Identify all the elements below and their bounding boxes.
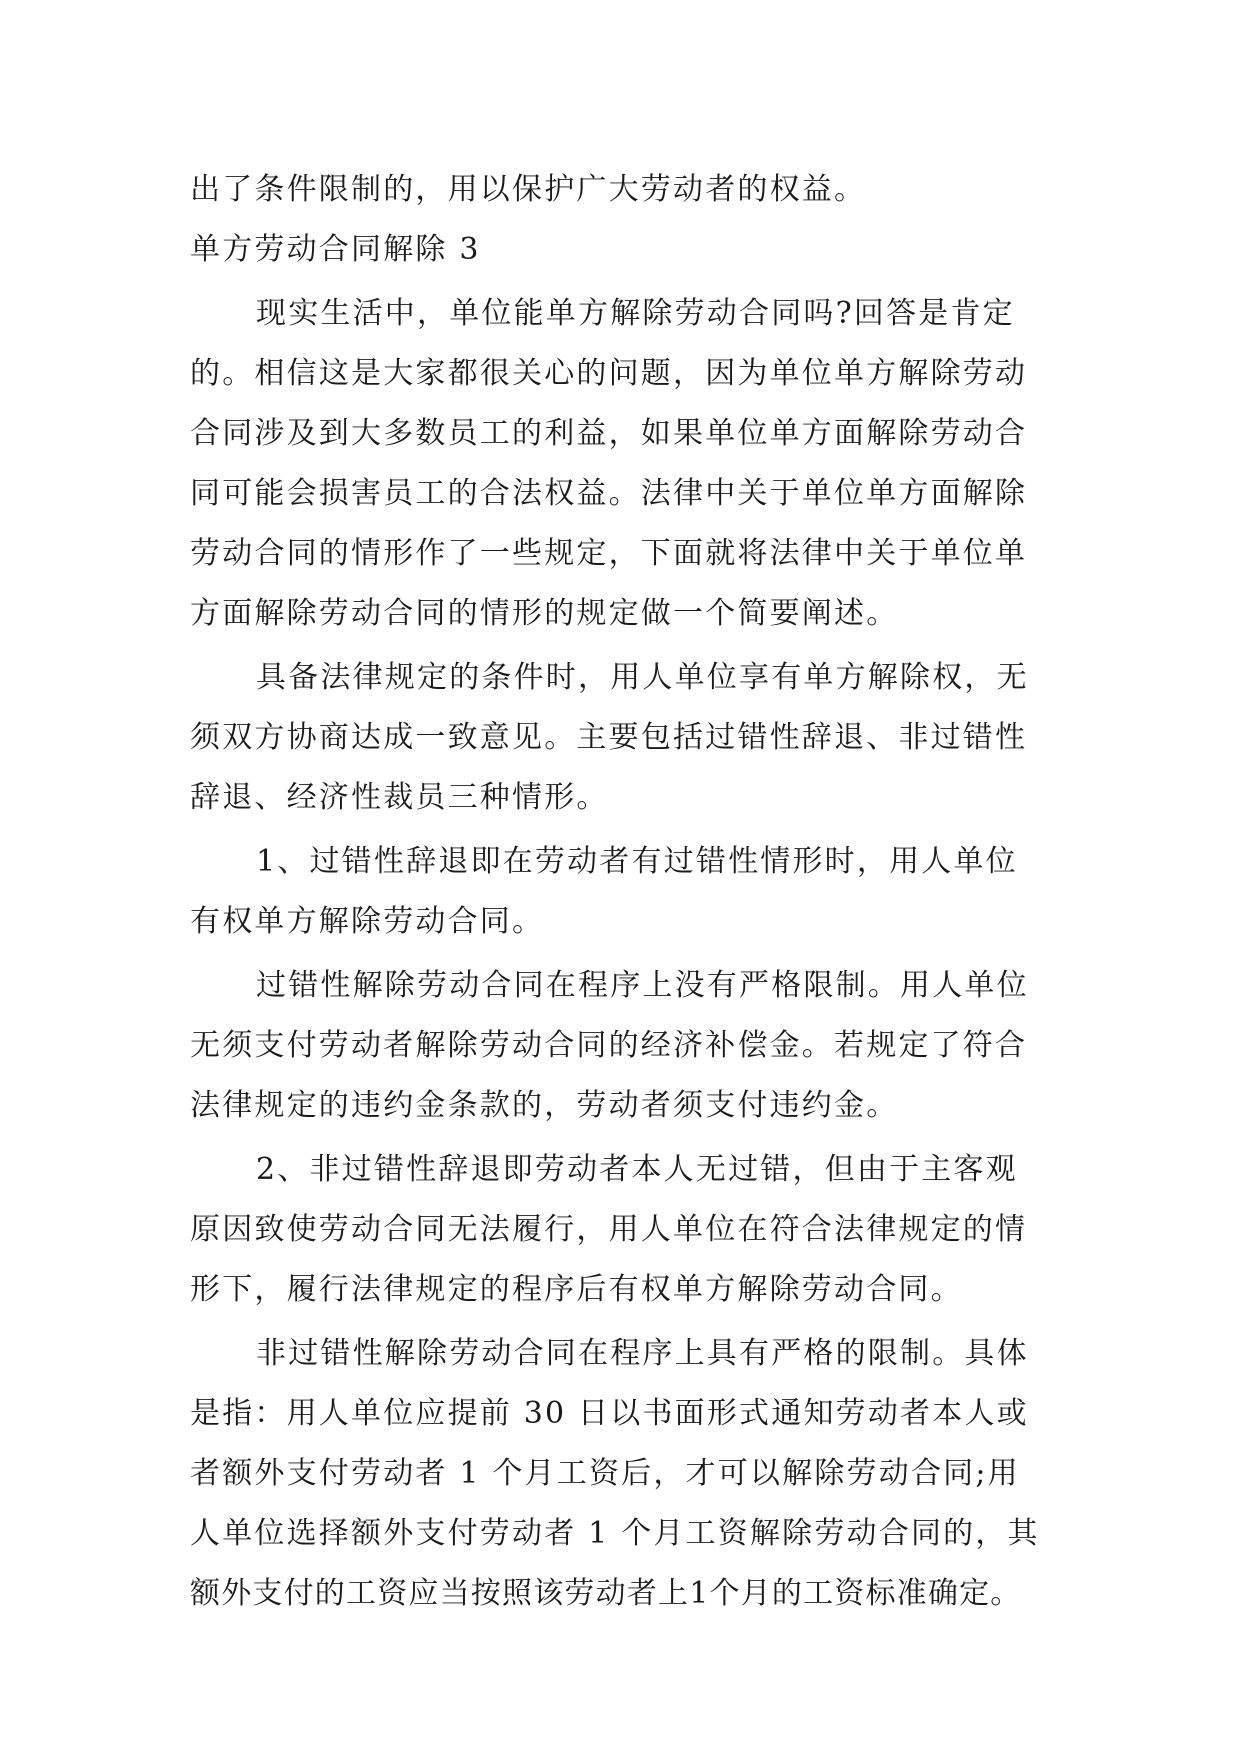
- text-line: 出了条件限制的，用以保护广大劳动者的权益。: [190, 172, 867, 207]
- paragraph-line: 方面解除劳动合同的情形的规定做一个简要阐述。: [190, 596, 899, 631]
- section-heading: 单方劳动合同解除 3: [190, 232, 481, 267]
- paragraph-line: 须双方协商达成一致意见。主要包括过错性辞退、非过错性: [190, 720, 1028, 755]
- paragraph-line: 的。相信这是大家都很关心的问题，因为单位单方解除劳动: [190, 356, 1028, 391]
- paragraph-line: 1、过错性辞退即在劳动者有过错性情形时，用人单位: [256, 844, 1018, 879]
- paragraph-line: 有权单方解除劳动合同。: [190, 904, 545, 939]
- paragraph-line: 是指：用人单位应提前 30 日以书面形式通知劳动者本人或: [190, 1396, 1029, 1431]
- paragraph-line: 2、非过错性辞退即劳动者本人无过错，但由于主客观: [256, 1152, 1018, 1187]
- paragraph-line: 合同涉及到大多数员工的利益，如果单位单方面解除劳动合: [190, 416, 1028, 451]
- paragraph-line: 法律规定的违约金条款的，劳动者须支付违约金。: [190, 1088, 899, 1123]
- paragraph-line: 同可能会损害员工的合法权益。法律中关于单位单方面解除: [190, 476, 1028, 511]
- paragraph-line: 者额外支付劳动者 1 个月工资后，才可以解除劳动合同;用: [190, 1456, 1020, 1491]
- document-body: [190, 160, 1060, 1624]
- paragraph-line: 额外支付的工资应当按照该劳动者上1个月的工资标准确定。: [190, 1576, 1022, 1611]
- paragraph-line: 无须支付劳动者解除劳动合同的经济补偿金。若规定了符合: [190, 1028, 1028, 1063]
- paragraph-line: 人单位选择额外支付劳动者 1 个月工资解除劳动合同的，其: [190, 1516, 1040, 1551]
- paragraph-line: 辞退、经济性裁员三种情形。: [190, 780, 609, 815]
- paragraph-line: 现实生活中，单位能单方解除劳动合同吗?回答是肯定: [256, 296, 1015, 331]
- paragraph-line: 非过错性解除劳动合同在程序上具有严格的限制。具体: [256, 1336, 1029, 1371]
- paragraph-line: 劳动合同的情形作了一些规定，下面就将法律中关于单位单: [190, 536, 1028, 571]
- paragraph-line: 原因致使劳动合同无法履行，用人单位在符合法律规定的情: [190, 1212, 1028, 1247]
- paragraph-line: 具备法律规定的条件时，用人单位享有单方解除权，无: [256, 660, 1029, 695]
- paragraph-line: 过错性解除劳动合同在程序上没有严格限制。用人单位: [256, 968, 1029, 1003]
- paragraph-line: 形下，履行法律规定的程序后有权单方解除劳动合同。: [190, 1272, 963, 1307]
